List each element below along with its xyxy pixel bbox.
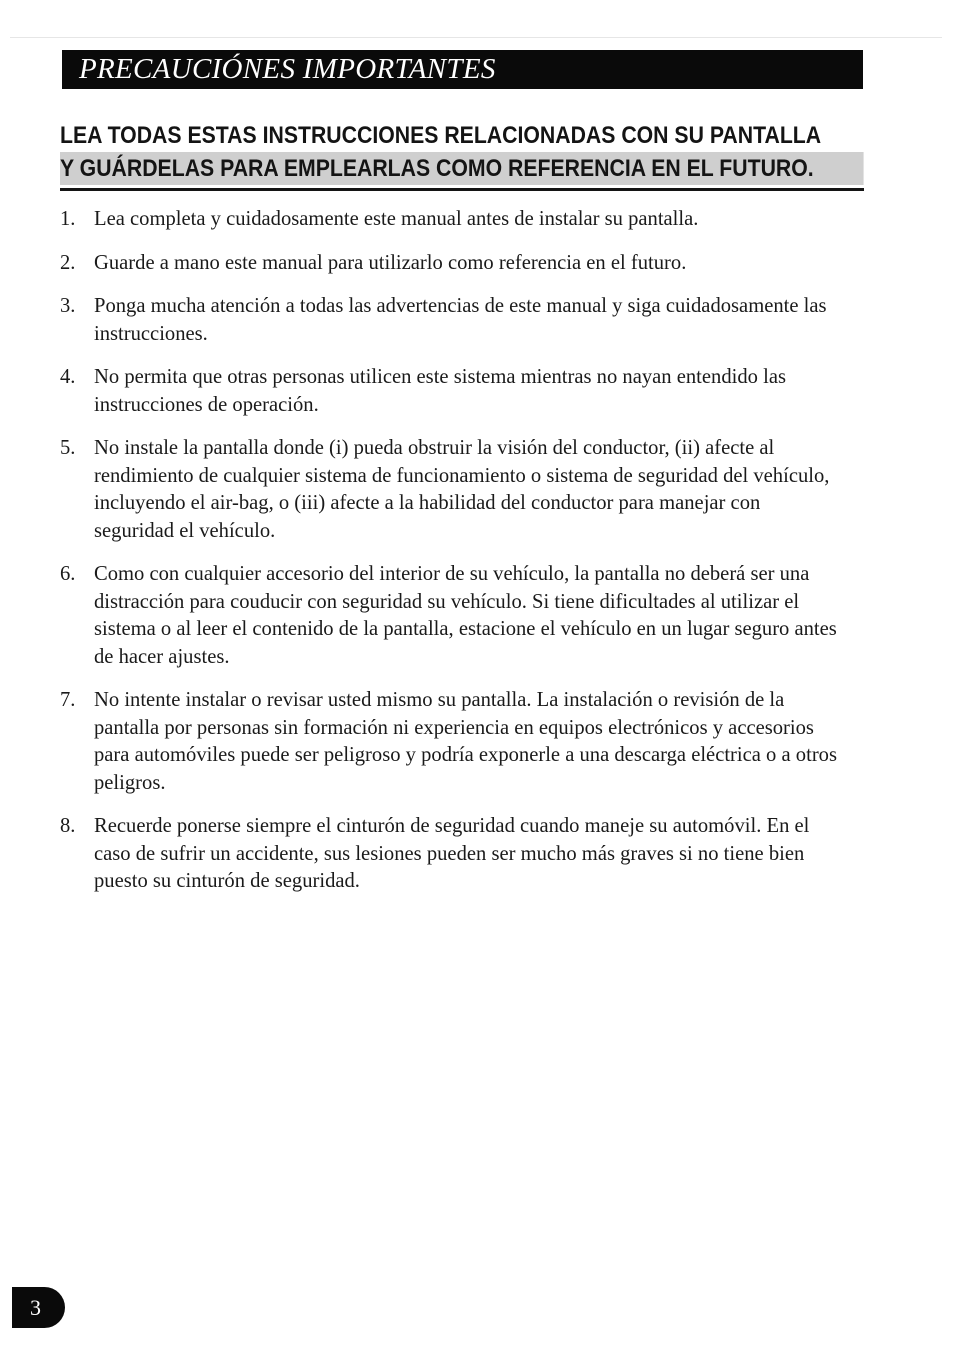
instruction-text: No permita que otras personas utilicen este sistema mientras no nayan entendido las instrucciones de operación. [94, 366, 786, 416]
instruction-number: 3. [60, 295, 76, 317]
instruction-item-7 [60, 687, 840, 797]
top-divider [10, 37, 942, 38]
instruction-text: Guarde a mano este manual para utilizarlo como referencia en el futuro. [94, 251, 687, 274]
instruction-text: Recuerde ponerse siempre el cinturón de seguridad cuando maneje su automóvil. En el caso de sufrir un accidente, sus lesiones pueden ser mucho más graves si no tiene bien puesto su cinturón de seguridad. [94, 815, 810, 892]
instruction-item-4 [60, 364, 840, 419]
instruction-item-6 [60, 561, 840, 671]
instruction-number: 7. [60, 689, 76, 711]
instruction-text: Como con cualquier accesorio del interior de su vehículo, la pantalla no deberá ser una distracción para couducir con seguridad su vehículo. Si tiene dificultades al utilizar el sistema o al leer el contenido de la pantalla, estacione el vehículo en un lugar seguro antes de hacer ajustes. [94, 563, 837, 668]
instruction-number: 8. [60, 815, 76, 837]
page-number-tab [12, 1287, 65, 1328]
instruction-text: No instale la pantalla donde (i) pueda obstruir la visión del conductor, (ii) afecte al rendimiento de cualquier sistema de funcionamiento o sistema de seguridad del vehículo, incluyendo el air-bag, o (iii) afecte a la habilidad del conductor para manejar con seguridad el vehículo. [94, 437, 830, 542]
instruction-item-1 [60, 206, 840, 234]
section-title-bar [62, 50, 863, 89]
instruction-text: Lea completa y cuidadosamente este manual antes de instalar su pantalla. [94, 208, 699, 230]
instruction-number: 5. [60, 437, 76, 459]
page-number: 3 [30, 1294, 41, 1320]
subheading-line-2: Y GUÁRDELAS PARA EMPLEARLAS COMO REFERENCIA EN EL FUTURO. [60, 152, 864, 185]
instruction-text: No intente instalar o revisar usted mismo su pantalla. La instalación o revisión de la pantalla por personas sin formación ni experiencia en equipos electrónicos y accesorios para automóviles puede ser peligroso y podría exponerle a una descarga eléctrica o a otros peligros. [94, 689, 837, 794]
instruction-item-2 [60, 250, 840, 278]
instruction-number: 4. [60, 366, 76, 388]
instruction-item-5 [60, 435, 840, 545]
subheading [60, 119, 822, 185]
instruction-number: 6. [60, 563, 76, 585]
instruction-list [60, 206, 840, 912]
instruction-text: Ponga mucha atención a todas las advertencias de este manual y siga cuidadosamente las instrucciones. [94, 295, 827, 345]
instruction-item-8 [60, 813, 840, 896]
instruction-number: 2. [60, 251, 76, 274]
subheading-underline [60, 188, 864, 191]
page-title: PRECAUCIÓNES IMPORTANTES [79, 53, 496, 85]
instruction-item-3 [60, 293, 840, 348]
subheading-line-1: LEA TODAS ESTAS INSTRUCCIONES RELACIONADAS CON SU PANTALLA [60, 122, 822, 149]
instruction-number: 1. [60, 208, 76, 230]
